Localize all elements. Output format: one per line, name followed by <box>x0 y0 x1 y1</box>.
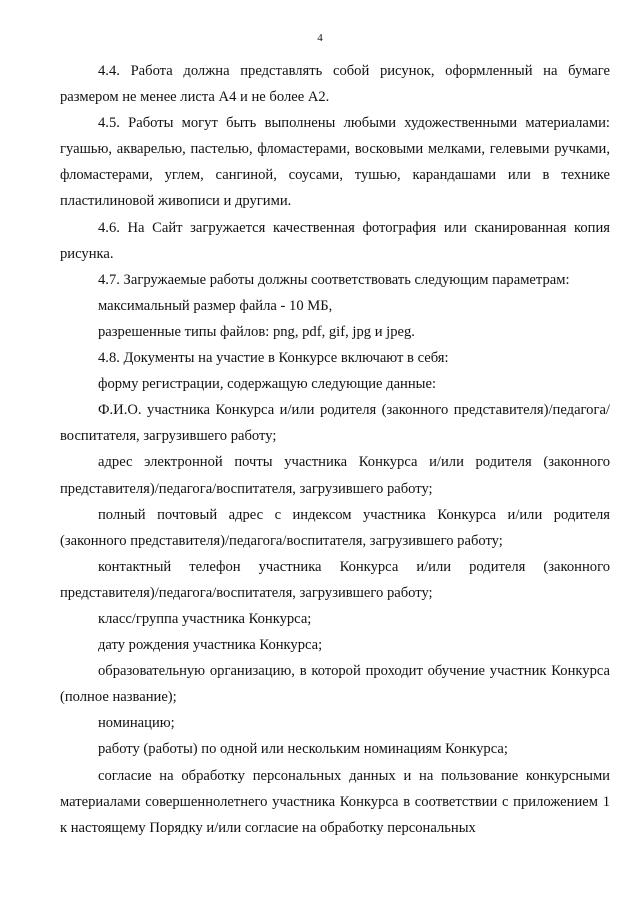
list-item-class-group: класс/группа участника Конкурса; <box>98 610 312 627</box>
list-item-full-name: Ф.И.О. участника Конкурса и/или родителя (законного представителя)/педагога/воспитателя, загрузившего работу; <box>60 402 610 445</box>
list-item-birth-date: дату рождения участника Конкурса; <box>98 637 323 654</box>
document-body <box>60 58 610 841</box>
paragraph-4-4: 4.4. Работа должна представлять собой рисунок, оформленный на бумаге размером не менее листа А4 и не более А2. <box>60 63 610 106</box>
paragraph-4-5: 4.5. Работы могут быть выполнены любыми художественными материалами: гуашью, акварелью, пастелью, фломастерами, восковыми мелками, гелевыми ручками, фломастерами, углем, сангиной, соусами, тушью, карандашами или в технике пластилиновой живописи и другими. <box>60 115 610 210</box>
list-item-file-types: разрешенные типы файлов: png, pdf, gif, jpg и jpeg. <box>98 323 415 340</box>
list-item-registration-form: форму регистрации, содержащую следующие данные: <box>98 376 437 393</box>
list-item-phone: контактный телефон участника Конкурса и/или родителя (законного представителя)/педагога/воспитателя, загрузившего работу; <box>60 558 610 601</box>
list-item-school: образовательную организацию, в которой проходит обучение участник Конкурса (полное название); <box>60 663 610 706</box>
page-number: 4 <box>317 32 323 44</box>
paragraph-4-8: 4.8. Документы на участие в Конкурсе включают в себя: <box>98 350 449 367</box>
paragraph-4-6: 4.6. На Сайт загружается качественная фотография или сканированная копия рисунка. <box>60 219 610 262</box>
list-item-file-size: максимальный размер файла - 10 МБ, <box>98 297 333 314</box>
list-item-postal-address: полный почтовый адрес с индексом участника Конкурса и/или родителя (законного представителя)/педагога/воспитателя, загрузившего работу; <box>60 506 610 549</box>
list-item-consent: согласие на обработку персональных данных и на пользование конкурсными материалами совершеннолетнего участника Конкурса в соответствии с приложением 1 к настоящему Порядку и/или согласие на обработку персональных <box>60 767 610 836</box>
list-item-email: адрес электронной почты участника Конкурса и/или родителя (законного представителя)/педагога/воспитателя, загрузившего работу; <box>60 454 610 497</box>
paragraph-4-7: 4.7. Загружаемые работы должны соответствовать следующим параметрам: <box>98 271 570 288</box>
list-item-works: работу (работы) по одной или нескольким номинациям Конкурса; <box>98 741 508 758</box>
list-item-nomination: номинацию; <box>98 715 175 732</box>
